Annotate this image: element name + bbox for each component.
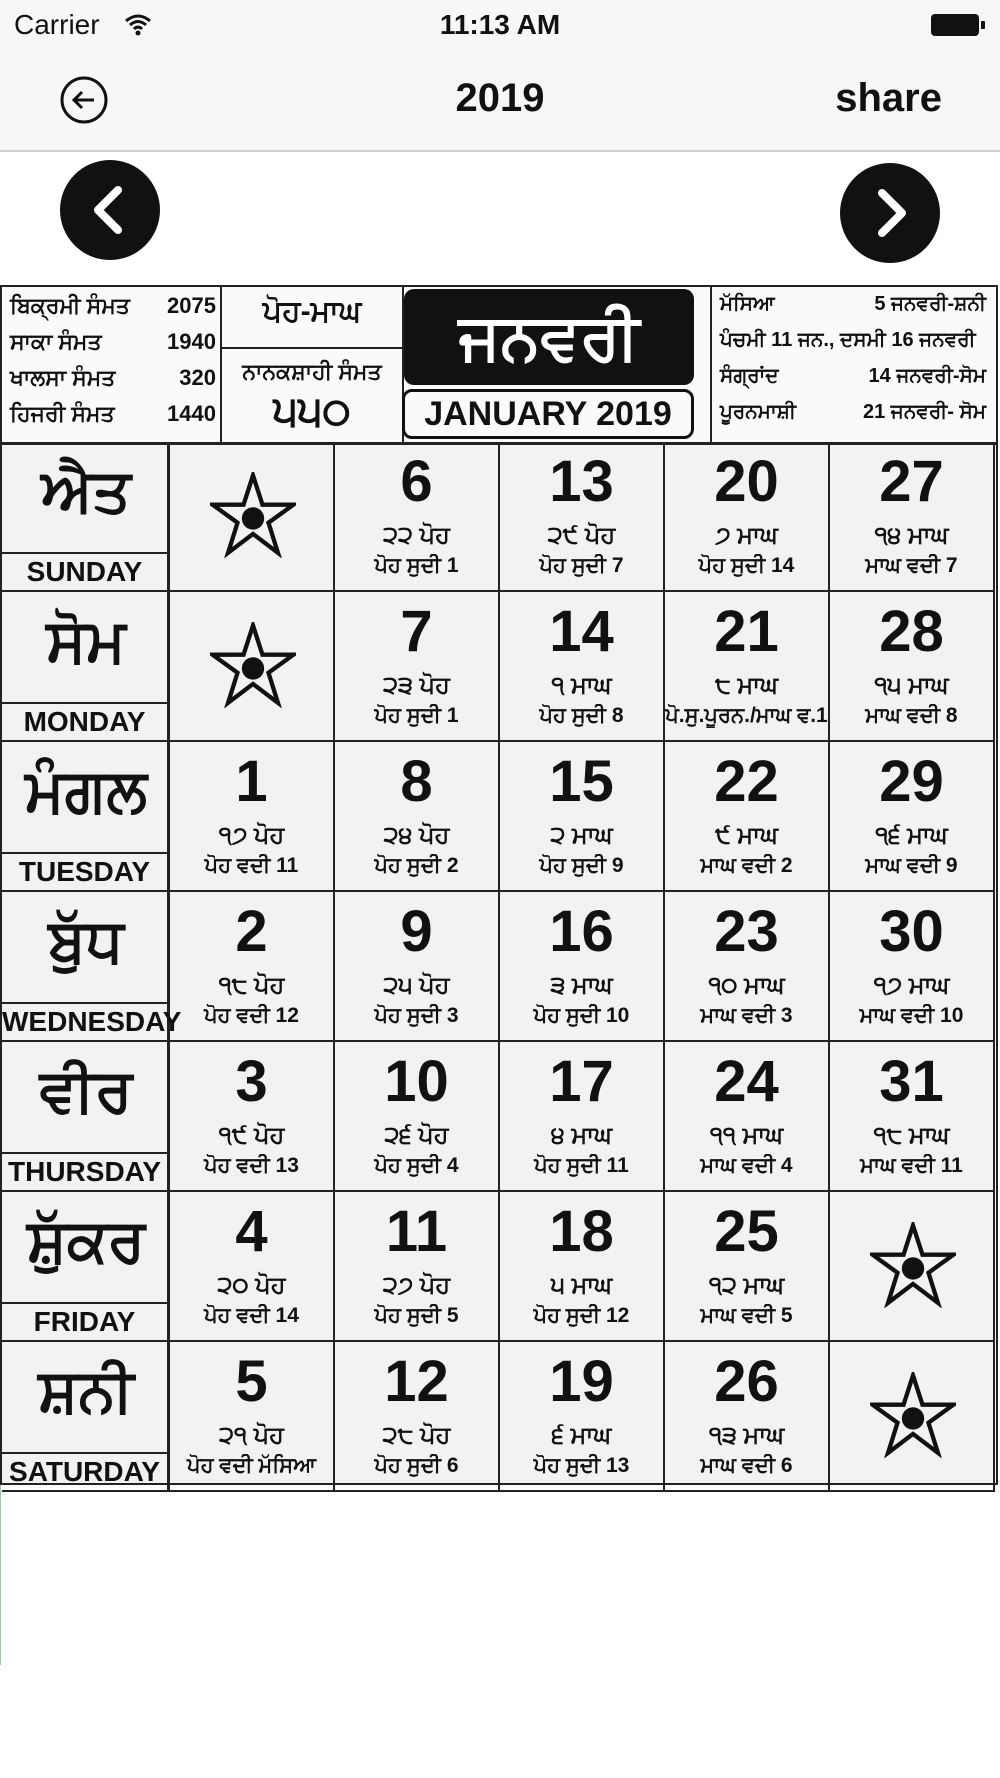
month-title-punjabi: ਜਨਵਰੀ [404, 289, 694, 385]
calendar-header [2, 287, 996, 445]
era-value: 1440 [167, 401, 216, 426]
date-number: 11 [385, 1199, 448, 1264]
date-cell [830, 442, 995, 592]
event-value: 14 ਜਨਵਰੀ-ਸੋਮ [868, 365, 986, 387]
date-number: 1 [235, 749, 268, 814]
page-title: 2019 [455, 76, 545, 120]
weekday-label [2, 892, 182, 1042]
weekday-english: THURSDAY [2, 1152, 167, 1190]
date-cell [665, 442, 830, 592]
weekday-label [2, 442, 170, 592]
date-cell [335, 442, 500, 592]
lunar-date: ਪੋਹ ਵਦੀ 13 [204, 1154, 299, 1177]
lunar-date: ਪੋਹ ਵਦੀ ਮੱਸਿਆ [187, 1454, 316, 1477]
desi-date: ੧੦ ਮਾਘ [708, 972, 785, 999]
lunar-date: ਪੋਹ ਵਦੀ 12 [204, 1004, 299, 1027]
date-cell [500, 742, 665, 892]
desi-date: ੧੭ ਪੋਹ [218, 822, 285, 849]
date-number: 25 [714, 1199, 779, 1264]
date-cell [335, 592, 500, 742]
desi-date: ੬ ਮਾਘ [551, 1422, 612, 1449]
date-cell [500, 892, 665, 1042]
empty-date-cell [170, 592, 335, 742]
star-icon [870, 1372, 956, 1458]
desi-date: ੫ ਮਾਘ [550, 1272, 613, 1299]
lunar-date: ਪੋਹ ਸੁਦੀ 1 [374, 704, 459, 727]
date-cell [830, 1042, 995, 1192]
event-value: 21 ਜਨਵਰੀ- ਸੋਮ [863, 401, 986, 423]
date-number: 15 [549, 749, 614, 814]
era-value: 320 [179, 365, 216, 390]
lunar-date: ਪੋਹ ਸੁਦੀ 4 [374, 1154, 459, 1177]
weekday-label [2, 592, 170, 742]
lunar-date: ਪੋਹ ਸੁਦੀ 12 [533, 1304, 630, 1327]
desi-date: ੧੮ ਮਾਘ [873, 1122, 950, 1149]
date-number: 24 [714, 1049, 779, 1114]
weekday-english: FRIDAY [2, 1302, 167, 1340]
weekday-english: SATURDAY [2, 1452, 167, 1490]
lunar-date: ਮਾਘ ਵਦੀ 4 [700, 1154, 793, 1177]
weekday-english: MONDAY [2, 702, 167, 740]
weekday-punjabi: ਸ਼ੁੱਕਰ [26, 1207, 146, 1274]
date-number: 2 [235, 899, 268, 964]
weekday-punjabi: ਐਤ [41, 457, 131, 524]
date-cell [335, 742, 500, 892]
date-cell [335, 1042, 500, 1192]
date-cell [500, 1342, 665, 1492]
event-value: 5 ਜਨਵਰੀ-ਸ਼ਨੀ [874, 293, 986, 315]
lunar-date: ਪੋ.ਸੁ.ਪੂਰਨ./ਮਾਘ ਵ.1 [665, 704, 828, 727]
date-number: 31 [879, 1049, 944, 1114]
date-number: 21 [714, 599, 779, 664]
desi-date: ੪ ਮਾਘ [550, 1122, 612, 1149]
empty-date-cell [830, 1342, 995, 1492]
date-number: 5 [235, 1349, 268, 1414]
desi-date: ੧੧ ਮਾਘ [709, 1122, 784, 1149]
battery-icon [930, 13, 986, 37]
desi-date: ੭ ਮਾਘ [715, 522, 778, 549]
desi-date: ੨੩ ਪੋਹ [383, 672, 450, 699]
star-icon [210, 472, 296, 558]
lunar-date: ਪੋਹ ਸੁਦੀ 9 [539, 854, 624, 877]
date-cell [665, 892, 830, 1042]
chevron-left-icon [60, 160, 160, 260]
date-cell [665, 592, 830, 742]
lunar-date: ਪੋਹ ਸੁਦੀ 3 [374, 1004, 459, 1027]
desi-date: ੧੪ ਮਾਘ [874, 522, 949, 549]
lunar-date: ਪੋਹ ਸੁਦੀ 6 [374, 1454, 459, 1477]
era-label: ਬਿਕ੍ਰਮੀ ਸੰਮਤ [10, 293, 130, 318]
weekday-label [2, 1342, 170, 1492]
date-number: 28 [879, 599, 944, 664]
event-label: ਸੰਗ੍ਰਾਂਦ [720, 365, 779, 387]
event-row [720, 293, 992, 327]
date-cell [335, 892, 500, 1042]
date-number: 20 [714, 449, 779, 514]
lunar-date: ਮਾਘ ਵਦੀ 10 [859, 1004, 964, 1027]
date-cell [500, 1042, 665, 1192]
lunar-date: ਪੋਹ ਸੁਦੀ 1 [374, 554, 459, 577]
nanakshahi-value: ੫੫੦ [273, 387, 351, 434]
divider [0, 1485, 1, 1665]
lunar-date: ਮਾਘ ਵਦੀ 3 [700, 1004, 793, 1027]
weekday-english: SUNDAY [2, 552, 167, 590]
punjabi-months: ਪੋਹ-ਮਾਘ [262, 295, 362, 328]
desi-date: ੨੫ ਪੋਹ [383, 972, 450, 999]
lunar-date: ਪੋਹ ਸੁਦੀ 10 [533, 1004, 630, 1027]
weekday-punjabi: ਵੀਰ [39, 1057, 133, 1124]
events-list [710, 287, 998, 442]
lunar-date: ਮਾਘ ਵਦੀ 2 [700, 854, 793, 877]
desi-date: ੧੩ ਮਾਘ [708, 1422, 785, 1449]
chevron-right-icon [840, 163, 940, 263]
lunar-date: ਮਾਘ ਵਦੀ 7 [865, 554, 958, 577]
lunar-date: ਮਾਘ ਵਦੀ 11 [860, 1154, 963, 1177]
star-icon [210, 622, 296, 708]
desi-date: ੧੨ ਮਾਘ [708, 1272, 785, 1299]
desi-date: ੧੬ ਮਾਘ [875, 822, 948, 849]
weekday-english: WEDNESDAY [2, 1002, 167, 1040]
lunar-date: ਪੋਹ ਵਦੀ 11 [204, 854, 299, 877]
desi-date: ੨੮ ਪੋਹ [382, 1422, 451, 1449]
date-cell [170, 892, 335, 1042]
calendar-image [0, 285, 998, 1485]
lunar-date: ਪੋਹ ਸੁਦੀ 13 [533, 1454, 630, 1477]
era-label: ਖਾਲਸਾ ਸੰਮਤ [10, 365, 116, 390]
date-number: 26 [714, 1349, 779, 1414]
era-label: ਹਿਜਰੀ ਸੰਮਤ [10, 401, 115, 426]
desi-date: ੧੯ ਪੋਹ [218, 1122, 285, 1149]
lunar-date: ਪੋਹ ਸੁਦੀ 5 [374, 1304, 459, 1327]
status-bar [0, 0, 1000, 50]
date-cell [665, 1192, 830, 1342]
date-number: 12 [384, 1349, 449, 1414]
event-row [720, 365, 992, 399]
event-label: ਪੂਰਨਮਾਸ਼ੀ [720, 401, 797, 423]
date-number: 6 [400, 449, 433, 514]
era-row [10, 365, 216, 399]
date-cell [500, 592, 665, 742]
date-number: 7 [400, 599, 433, 664]
desi-date: ੧੮ ਪੋਹ [218, 972, 285, 999]
carrier-label: Carrier [14, 9, 100, 40]
weekday-english: TUESDAY [2, 852, 167, 890]
lunar-date: ਪੋਹ ਸੁਦੀ 7 [539, 554, 624, 577]
date-cell [170, 1192, 335, 1342]
date-number: 16 [549, 899, 614, 964]
star-icon [870, 1222, 956, 1308]
status-time: 11:13 AM [439, 9, 561, 40]
weekday-punjabi: ਮੰਗਲ [25, 757, 147, 824]
era-row [10, 401, 216, 435]
date-number: 14 [549, 599, 614, 664]
desi-date: ੧ ਮਾਘ [551, 672, 612, 699]
desi-date: ੮ ਮਾਘ [714, 672, 779, 699]
date-cell [665, 1042, 830, 1192]
era-value: 2075 [167, 293, 216, 318]
lunar-date: ਮਾਘ ਵਦੀ 5 [700, 1304, 793, 1327]
date-cell [170, 742, 335, 892]
date-cell [665, 1342, 830, 1492]
desi-date: ੨੭ ਪੋਹ [382, 1272, 451, 1299]
desi-date: ੩ ਮਾਘ [550, 972, 613, 999]
desi-date: ੨੧ ਪੋਹ [219, 1422, 284, 1449]
date-number: 22 [714, 749, 779, 814]
month-title-english: JANUARY 2019 [402, 389, 694, 439]
lunar-date: ਪੋਹ ਵਦੀ 14 [204, 1304, 299, 1327]
date-cell [830, 742, 995, 892]
date-number: 29 [879, 749, 944, 814]
date-cell [170, 1042, 335, 1192]
desi-date: ੯ ਮਾਘ [715, 822, 778, 849]
event-label: ਪੰਚਮੀ 11 ਜਨ., ਦਸਮੀ 16 ਜਨਵਰੀ [720, 329, 976, 351]
desi-date: ੨੨ ਪੋਹ [383, 522, 450, 549]
divider [222, 347, 402, 349]
nanakshahi-label: ਨਾਨਕਸ਼ਾਹੀ ਸੰਮਤ [242, 359, 382, 384]
era-label: ਸਾਕਾ ਸੰਮਤ [10, 329, 102, 354]
era-list [2, 287, 222, 442]
desi-date: ੧੫ ਮਾਘ [874, 672, 949, 699]
weekday-label [2, 742, 170, 892]
desi-date: ੨੦ ਪੋਹ [217, 1272, 286, 1299]
weekday-label [2, 1192, 170, 1342]
lunar-date: ਪੋਹ ਸੁਦੀ 11 [534, 1154, 629, 1177]
weekday-label [2, 1042, 170, 1192]
event-row [720, 329, 992, 363]
date-number: 27 [879, 449, 944, 514]
desi-date: ੨੬ ਪੋਹ [384, 1122, 449, 1149]
date-cell [335, 1342, 500, 1492]
lunar-date: ਪੋਹ ਸੁਦੀ 2 [374, 854, 459, 877]
date-number: 23 [714, 899, 779, 964]
month-title [402, 289, 697, 439]
share-button[interactable]: share [835, 76, 942, 120]
desi-date: ੨ ਮਾਘ [550, 822, 613, 849]
lunar-date: ਮਾਘ ਵਦੀ 9 [865, 854, 958, 877]
event-row [720, 401, 992, 435]
event-label: ਮੱਸਿਆ [720, 293, 775, 315]
date-number: 3 [235, 1049, 268, 1114]
date-number: 13 [549, 449, 614, 514]
date-number: 9 [400, 899, 433, 964]
date-cell [335, 1192, 500, 1342]
empty-date-cell [170, 442, 335, 592]
date-cell [500, 1192, 665, 1342]
previous-month-button[interactable] [60, 160, 160, 260]
date-number: 19 [549, 1349, 614, 1414]
date-number: 10 [384, 1049, 449, 1114]
desi-date: ੨੯ ਪੋਹ [547, 522, 616, 549]
era-value: 1940 [167, 329, 216, 354]
nav-bar [0, 50, 1000, 152]
era-row [10, 329, 216, 363]
date-number: 30 [879, 899, 944, 964]
lunar-date: ਮਾਘ ਵਦੀ 6 [700, 1454, 793, 1477]
desi-date: ੨੪ ਪੋਹ [383, 822, 450, 849]
date-cell [830, 892, 995, 1042]
punjabi-month-box [222, 287, 404, 442]
date-number: 8 [400, 749, 433, 814]
date-number: 18 [549, 1199, 614, 1264]
date-cell [665, 742, 830, 892]
date-cell [500, 442, 665, 592]
weekday-punjabi: ਬੁੱਧ [48, 907, 124, 974]
weekday-punjabi: ਸ਼ਨੀ [38, 1357, 134, 1424]
weekday-punjabi: ਸੋਮ [46, 607, 126, 674]
desi-date: ੧੭ ਮਾਘ [873, 972, 950, 999]
date-cell [830, 592, 995, 742]
empty-date-cell [830, 1192, 995, 1342]
date-cell [170, 1342, 335, 1492]
date-number: 17 [549, 1049, 614, 1114]
lunar-date: ਪੋਹ ਸੁਦੀ 14 [698, 554, 795, 577]
lunar-date: ਮਾਘ ਵਦੀ 8 [865, 704, 958, 727]
date-number: 4 [235, 1199, 268, 1264]
next-month-button[interactable] [840, 163, 940, 263]
lunar-date: ਪੋਹ ਸੁਦੀ 8 [539, 704, 624, 727]
era-row [10, 293, 216, 327]
